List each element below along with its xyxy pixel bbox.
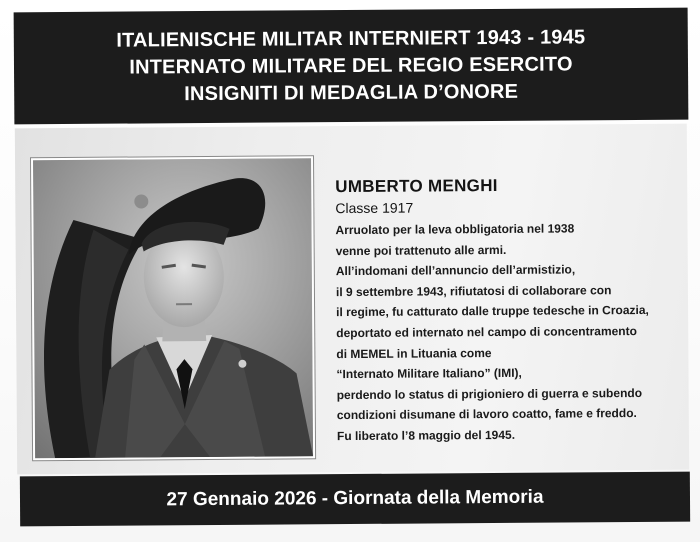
header-line-3: INSIGNITI DI MEDAGLIA D’ONORE: [184, 80, 519, 105]
bio-line: il 9 settembre 1943, rifiutatosi di collaborare con: [335, 282, 612, 299]
bio-line: condizioni disumane di lavoro coatto, fame e freddo.: [336, 406, 637, 423]
birth-class: Classe 1917: [335, 199, 414, 217]
header-banner: [14, 8, 689, 125]
bio-line: “Internato Militare Italiano” (IMI),: [336, 365, 522, 382]
biography-text: [335, 174, 682, 447]
portrait-photo: [31, 156, 315, 460]
bio-line: di MEMEL in Lituania come: [336, 345, 492, 361]
bio-line: deportato ed internato nel campo di concentramento: [336, 323, 637, 341]
footer-text: 27 Gennaio 2026 - Giornata della Memoria: [166, 486, 544, 511]
biography-card: [15, 124, 689, 475]
footer-banner: [20, 472, 690, 527]
bio-line: Fu liberato l’8 maggio del 1945.: [336, 427, 516, 444]
bio-line: All’indomani dell’annuncio dell’armistizio,: [335, 262, 576, 279]
bio-line: il regime, fu catturato dalle truppe tedesche in Croazia,: [336, 303, 649, 320]
portrait-illustration: [33, 158, 313, 458]
header-line-2: INTERNATO MILITARE DEL REGIO ESERCITO: [129, 52, 573, 79]
bio-line: Arruolato per la leva obbligatoria nel 1938: [335, 221, 575, 238]
header-line-1: ITALIENISCHE MILITAR INTERNIERT 1943 - 1945: [116, 25, 586, 52]
bio-line: venne poi trattenuto alle armi.: [335, 242, 507, 258]
bio-line: perdendo lo status di prigioniero di guerra e subendo: [336, 385, 643, 402]
person-name: UMBERTO MENGHI: [335, 175, 498, 197]
